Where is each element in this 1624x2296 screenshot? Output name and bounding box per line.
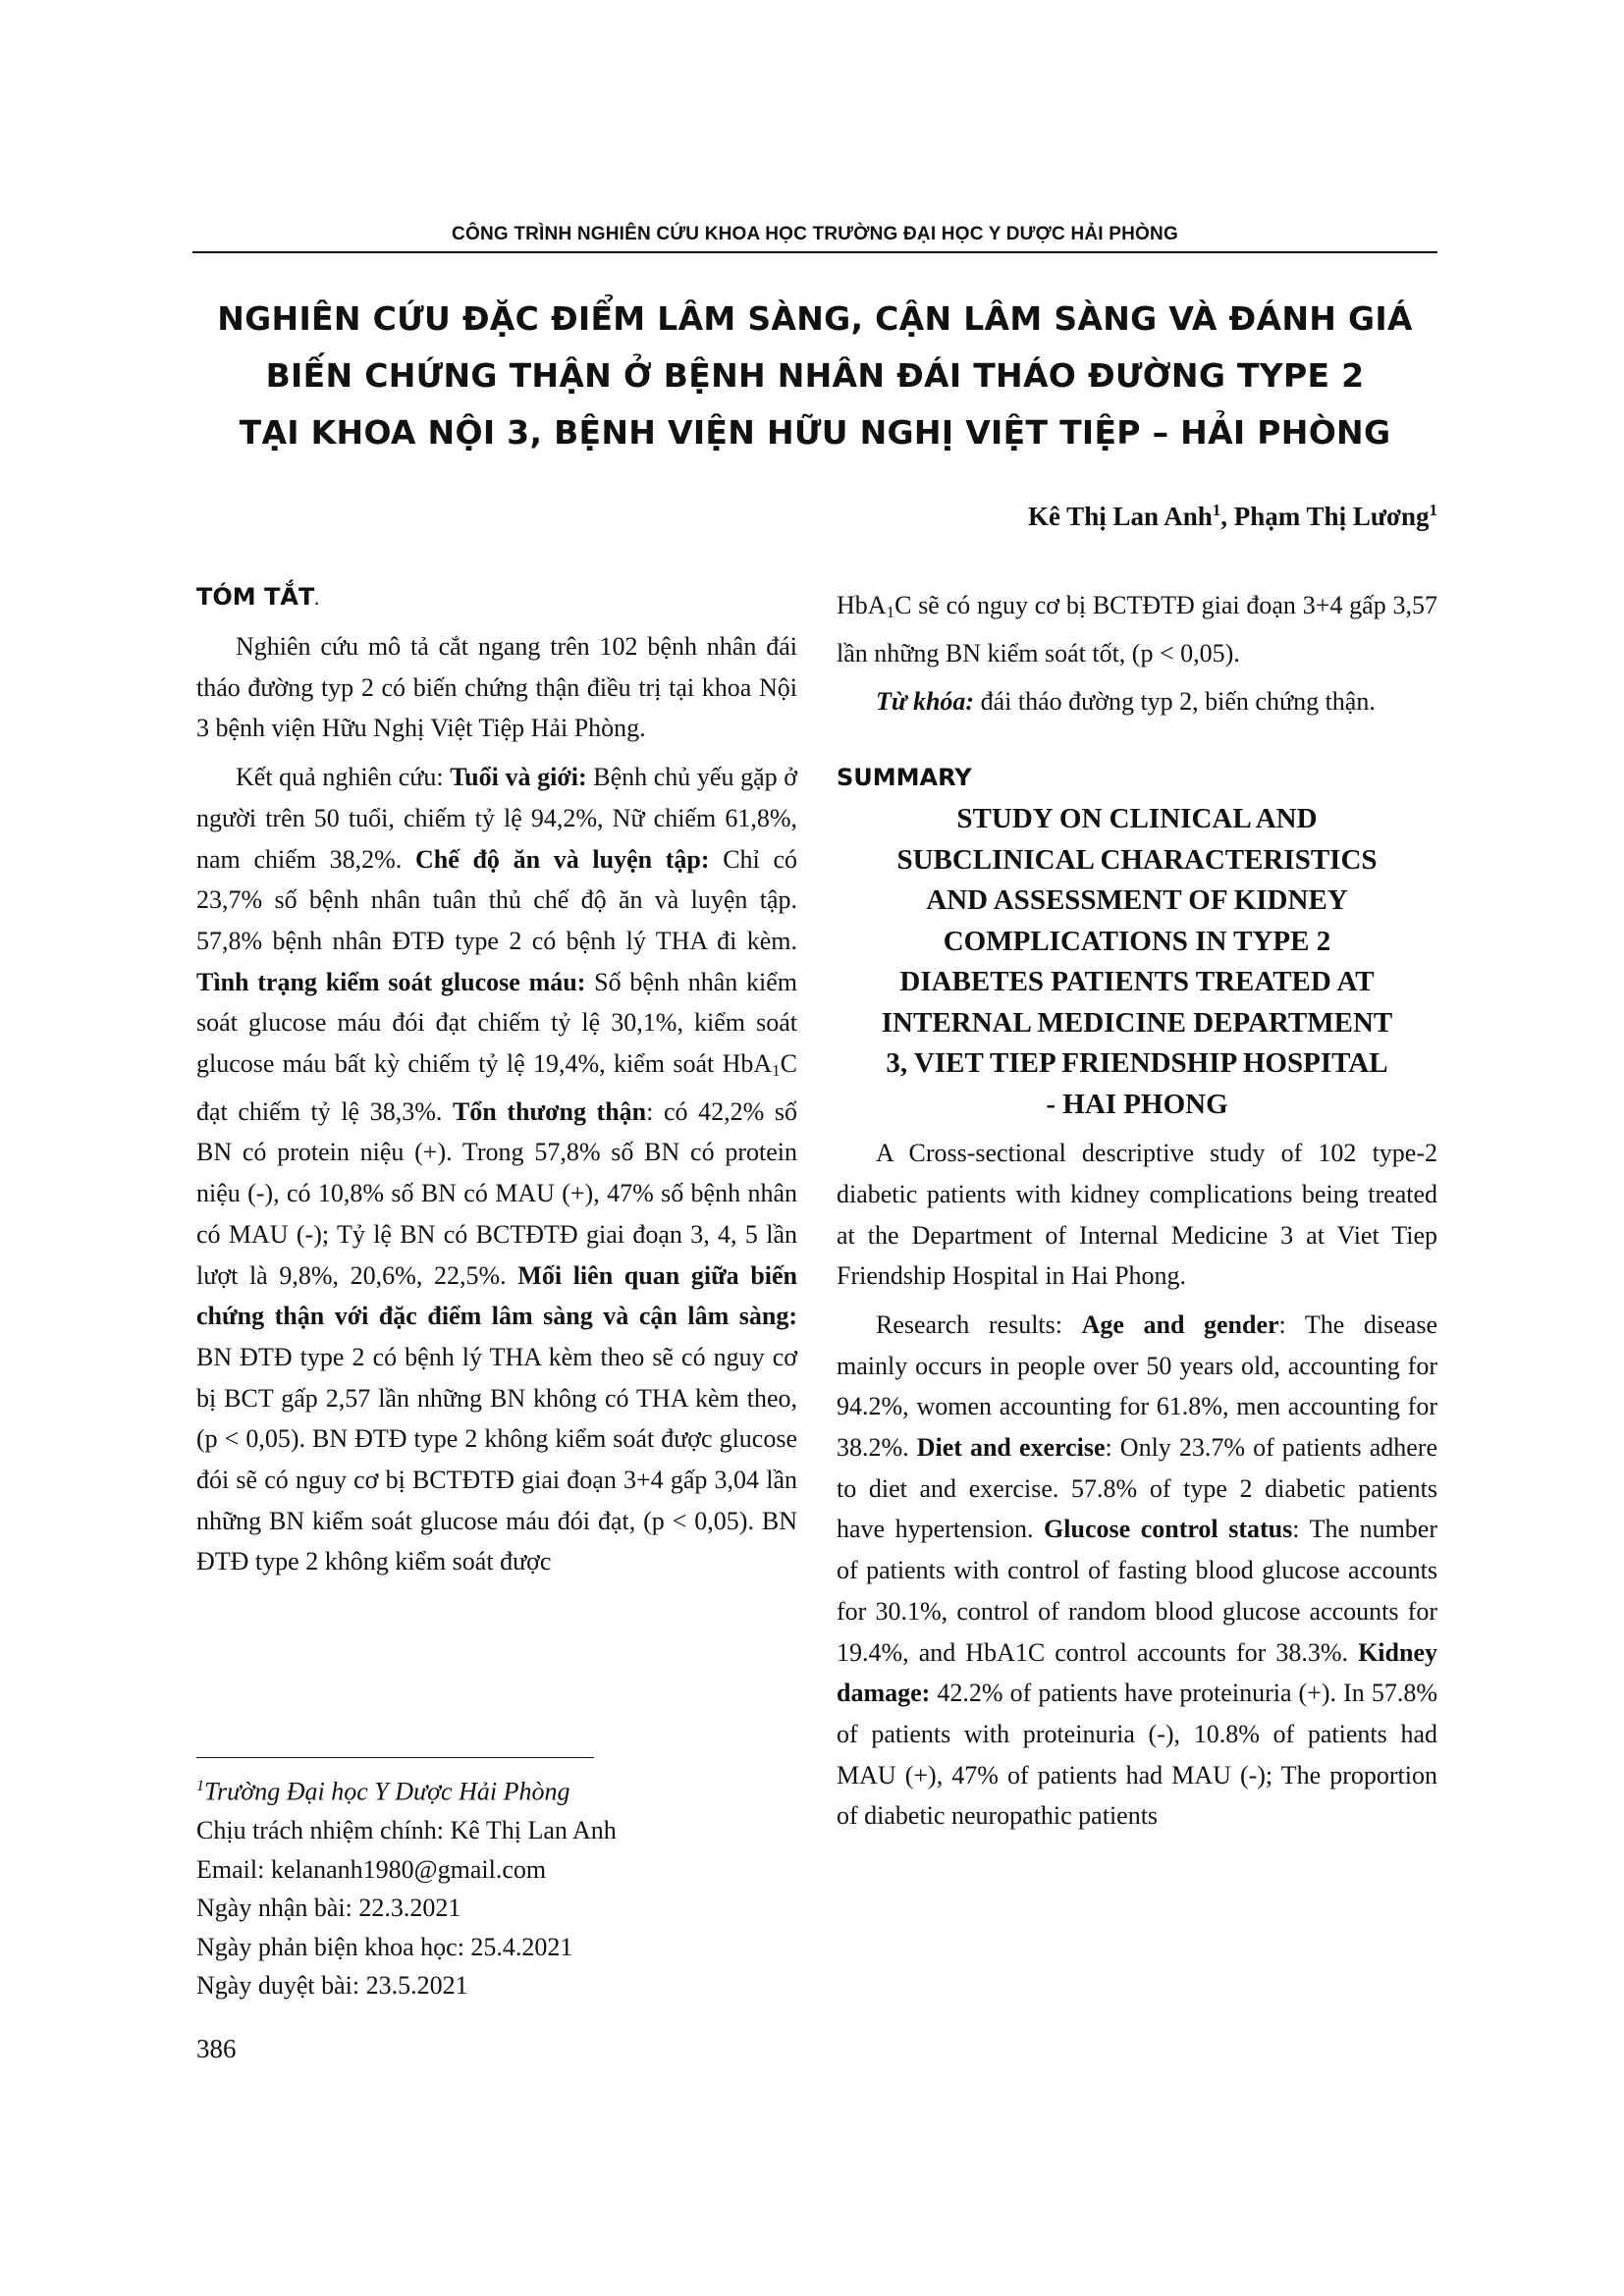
summary-results-intro: Research results: (876, 1309, 1082, 1339)
summary-title-line-8: - HAI PHONG (1046, 1088, 1228, 1120)
title-line-3: TẠI KHOA NỘI 3, BỆNH VIỆN HỮU NGHỊ VIỆT TIỆP – HẢI PHÒNG (239, 413, 1391, 452)
diet-label: Chế độ ăn và luyện tập: (414, 844, 710, 874)
author-1-affiliation-mark: 1 (1212, 501, 1221, 519)
summary-age-text: : The disease mainly occurs in people over 50 years old, accounting for 94.2%, women accounting for 61.8%, men accounting for 38.2%. (837, 1309, 1437, 1463)
header-rule (192, 251, 1437, 253)
continuation-a: HbA (837, 591, 887, 619)
summary-paragraph-2 (837, 1305, 1437, 1837)
summary-age-label: Age and gender (1081, 1309, 1279, 1339)
summary-paragraph-1: A Cross-sectional descriptive study of 102 type-2 diabetic patients with kidney complications being treated at the Department of Internal Medicine 3 at Viet Tiep Friendship Hospital in Hai Phong. (837, 1139, 1437, 1291)
affiliation-text: Trường Đại học Y Dược Hải Phòng (204, 1777, 570, 1806)
title-line-2: BIẾN CHỨNG THẬN Ở BỆNH NHÂN ĐÁI THÁO ĐƯỜNG TYPE 2 (265, 356, 1365, 395)
keywords-label: Từ khóa: (876, 687, 975, 717)
summary-diet-label: Diet and exercise (916, 1433, 1106, 1463)
relation-label: Mối liên quan giữa biến chứng thận với đặc điểm lâm sàng và cận lâm sàng: (196, 1260, 798, 1331)
abstract-vi-heading-text: TÓM TẮT (196, 583, 315, 611)
abstract-vi-paragraph-1: Nghiên cứu mô tả cắt ngang trên 102 bệnh nhân đái tháo đường typ 2 có biến chứng thận điều trị tại khoa Nội 3 bệnh viện Hữu Nghị Việt Tiệp Hải Phòng. (196, 632, 797, 743)
affiliation (196, 1767, 805, 1811)
keywords (837, 681, 1437, 722)
title-line-1: NGHIÊN CỨU ĐẶC ĐIỂM LÂM SÀNG, CẬN LÂM SÀNG VÀ ĐÁNH GIÁ (217, 299, 1413, 338)
glucose-label: Tình trạng kiểm soát glucose máu: (196, 967, 586, 996)
summary-title-line-5: DIABETES PATIENTS TREATED AT (899, 966, 1375, 998)
keywords-text: đái tháo đường typ 2, biến chứng thận. (974, 687, 1376, 717)
author-2-name: Phạm Thị Lương (1233, 502, 1430, 531)
footnote (196, 1767, 805, 2005)
kidney-text: : có 42,2% số BN có protein niệu (+). Trong 57,8% số BN có protein niệu (-), có 10,8% số BN có MAU (+), 47% số bệnh nhân có MAU (-); Tỷ lệ BN có BCTĐTĐ giai đoạn 3, 4, 5 lần lượt là 9,8%, 20,6%, 22,5%. (196, 1096, 797, 1290)
age-gender-text: Bệnh chủ yếu gặp ở người trên 50 tuổi, chiếm tỷ lệ 94,2%, Nữ chiếm 61,8%, nam chiếm 38,2%. (196, 763, 798, 874)
age-gender-label: Tuổi và giới: (450, 763, 587, 792)
author-separator: , (1220, 502, 1234, 531)
summary-title-line-2: SUBCLINICAL CHARACTERISTICS (896, 843, 1378, 876)
summary-title-line-3: AND ASSESSMENT OF KIDNEY (926, 884, 1348, 917)
relation-text: BN ĐTĐ type 2 có bệnh lý THA kèm theo sẽ có nguy cơ bị BCT gấp 2,57 lần những BN không có THA kèm theo, (p < 0,05). BN ĐTĐ type 2 không kiểm soát được glucose đói sẽ có nguy cơ bị BCTĐTĐ giai đoạn 3+4 gấp 3,04 lần những BN kiểm soát glucose máu đói đạt, (p < 0,05). BN ĐTĐ type 2 không kiểm soát được (196, 1342, 797, 1576)
abstract-vi-paragraph-2 (196, 757, 797, 1582)
summary-diet-text: : Only 23.7% of patients adhere to diet and exercise. 57.8% of type 2 diabetic patients have hypertension. (837, 1433, 1437, 1544)
date-approved: Ngày duyệt bài: 23.5.2021 (196, 1971, 468, 2001)
summary-title-line-6: INTERNAL MEDICINE DEPARTMENT (881, 1006, 1393, 1039)
author-line (1028, 501, 1437, 532)
kidney-label: Tổn thương thận (452, 1096, 647, 1126)
left-column (196, 577, 797, 1582)
continuation-b: C sẽ có nguy cơ bị BCTĐTĐ giai đoạn 3+4 gấp 3,57 lần những BN kiểm soát tốt, (p < 0,05). (837, 591, 1437, 667)
right-column (837, 585, 1437, 1837)
abstract-vi-continuation (837, 585, 1437, 673)
glucose-subscript: 1 (772, 1061, 781, 1081)
responsible-author: Chịu trách nhiệm chính: Kê Thị Lan Anh (196, 1816, 617, 1845)
abstract-vi-heading-tail: . (314, 594, 319, 608)
date-received: Ngày nhận bài: 22.3.2021 (196, 1894, 461, 1923)
diet-text: Chỉ có 23,7% số bệnh nhân tuân thủ chế độ ăn và luyện tập. 57,8% bệnh nhân ĐTĐ type 2 có bệnh lý THA đi kèm. (196, 844, 797, 955)
summary-glucose-text: : The number of patients with control of fasting blood glucose accounts for 30.1%, control of random blood glucose accounts for 19.4%, and HbA1C control accounts for 38.3%. (837, 1515, 1437, 1667)
summary-heading: SUMMARY (837, 764, 972, 792)
author-1-name: Kê Thị Lan Anh (1027, 502, 1213, 531)
summary-kidney-text: 42.2% of patients have proteinuria (+). In 57.8% of patients with proteinuria (-), 10.8% of patients had MAU (+), 47% of patients had MAU (-); The proportion of diabetic neuropathic patients (837, 1679, 1437, 1831)
email: Email: kelananh1980@gmail.com (196, 1854, 547, 1884)
footnote-rule (196, 1757, 594, 1758)
summary-title-line-7: 3, VIET TIEP FRIENDSHIP HOSPITAL (886, 1047, 1388, 1080)
summary-kidney-label: Kidney damage: (837, 1637, 1437, 1708)
date-reviewed: Ngày phản biện khoa học: 25.4.2021 (196, 1932, 573, 1961)
article-title (192, 291, 1437, 461)
results-intro: Kết quả nghiên cứu: (236, 763, 451, 792)
glucose-text-b: C đạt chiếm tỷ lệ 38,3%. (196, 1049, 797, 1126)
running-header: CÔNG TRÌNH NGHIÊN CỨU KHOA HỌC TRƯỜNG ĐẠI HỌC Y DƯỢC HẢI PHÒNG (452, 224, 1178, 244)
page-number: 386 (196, 2034, 237, 2063)
summary-title-line-4: COMPLICATIONS IN TYPE 2 (943, 925, 1331, 957)
summary-title (837, 799, 1437, 1125)
glucose-text-a: Số bệnh nhân kiểm soát glucose máu đói đạt chiếm tỷ lệ 30,1%, kiểm soát glucose máu bất kỳ chiếm tỷ lệ 19,4%, kiểm soát HbA (196, 967, 797, 1079)
summary-glucose-label: Glucose control status (1044, 1515, 1293, 1544)
continuation-subscript: 1 (886, 603, 895, 621)
affiliation-mark: 1 (196, 1778, 204, 1794)
author-2-affiliation-mark: 1 (1429, 501, 1437, 519)
summary-title-line-1: STUDY ON CLINICAL AND (956, 803, 1318, 835)
abstract-vi-heading (196, 577, 797, 620)
